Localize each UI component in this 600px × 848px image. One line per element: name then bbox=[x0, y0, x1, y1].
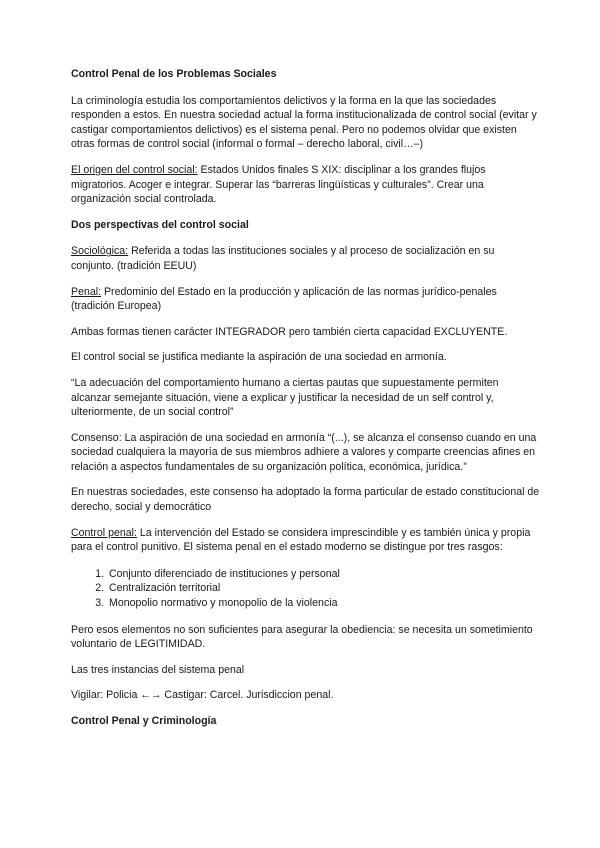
section-heading-criminology: Control Penal y Criminología bbox=[71, 715, 217, 727]
list-item: 1. Conjunto diferenciado de instituciones y personal bbox=[107, 567, 540, 582]
origin-label: El origen del control social: bbox=[71, 163, 198, 176]
consensus-form-paragraph: En nuestras sociedades, este consenso ha adoptado la forma particular de estado constitucional de derecho, social y democrático bbox=[71, 486, 540, 514]
justified-paragraph: El control social se justifica mediante la aspiración de una sociedad en armonía. bbox=[71, 351, 447, 364]
document-title: Control Penal de los Problemas Sociales bbox=[71, 68, 277, 80]
consensus-paragraph: Consenso: La aspiración de una sociedad en armonía “(...), se alcanza el consenso cuando en una sociedad cualquiera la mayoría de sus miembros adhiere a valores y comparte creencias afines en relación a aspectos fundamentales de su organización política, económica, jurídica.” bbox=[71, 431, 537, 473]
penal-control-paragraph bbox=[71, 526, 540, 555]
origin-paragraph bbox=[71, 163, 540, 207]
penal-label: Penal: bbox=[71, 285, 102, 298]
sociological-label: Sociológica: bbox=[71, 245, 129, 258]
both-forms-paragraph: Ambas formas tienen carácter INTEGRADOR pero también cierta capacidad EXCLUYENTE. bbox=[71, 325, 508, 338]
list-item: 3. Monopolio normativo y monopolio de la violencia bbox=[107, 596, 540, 611]
traits-list bbox=[71, 567, 540, 611]
quote-paragraph: “La adecuación del comportamiento humano a ciertas pautas que supuestamente permiten alcanzar semejante situación, viene a explicar y justificar la necesidad de un self control y, ulteriormente, de un social control” bbox=[71, 376, 499, 419]
penal-control-label: Control penal: bbox=[71, 526, 137, 539]
section-heading-perspectives: Dos perspectivas del control social bbox=[71, 218, 249, 231]
penal-text: Predominio del Estado en la producción y aplicación de las normas jurídico-penales (tradición Europea) bbox=[71, 285, 497, 313]
list-item: 2. Centralización territorial bbox=[107, 581, 540, 596]
vigilar-paragraph: Vigilar: Policia ←→ Castigar: Carcel. Jurisdiccion penal. bbox=[71, 689, 334, 702]
penal-paragraph bbox=[71, 285, 540, 314]
sociological-paragraph bbox=[71, 244, 540, 273]
intro-paragraph: La criminología estudia los comportamientos delictivos y la forma en la que las sociedades responden a estos. En nuestra sociedad actual la forma institucionalizada de control social (evitar y castigar comportamientos delictivos) es el sistema penal. Pero no podemos olvidar que existen otras formas de control social (informal o formal – derecho laboral, civil…–) bbox=[71, 94, 537, 151]
legitimacy-paragraph: Pero esos elementos no son suficientes para asegurar la obediencia: se necesita un sometimiento voluntario de LEGITIMIDAD. bbox=[71, 623, 533, 651]
penal-control-text: La intervención del Estado se considera imprescindible y es también única y propia para el control punitivo. El sistema penal en el estado moderno se distingue por tres rasgos: bbox=[71, 526, 531, 554]
sociological-text: Referida a todas las instituciones sociales y al proceso de socialización en su conjunto. (tradición EEUU) bbox=[71, 245, 495, 272]
origin-text: Estados Unidos finales S XIX: disciplinar a los grandes flujos migratorios. Acoger e integrar. Superar las “barreras lingüísticas y culturales”. Crear una organización social controlada. bbox=[71, 163, 486, 206]
three-instances-paragraph: Las tres instancias del sistema penal bbox=[71, 663, 245, 676]
